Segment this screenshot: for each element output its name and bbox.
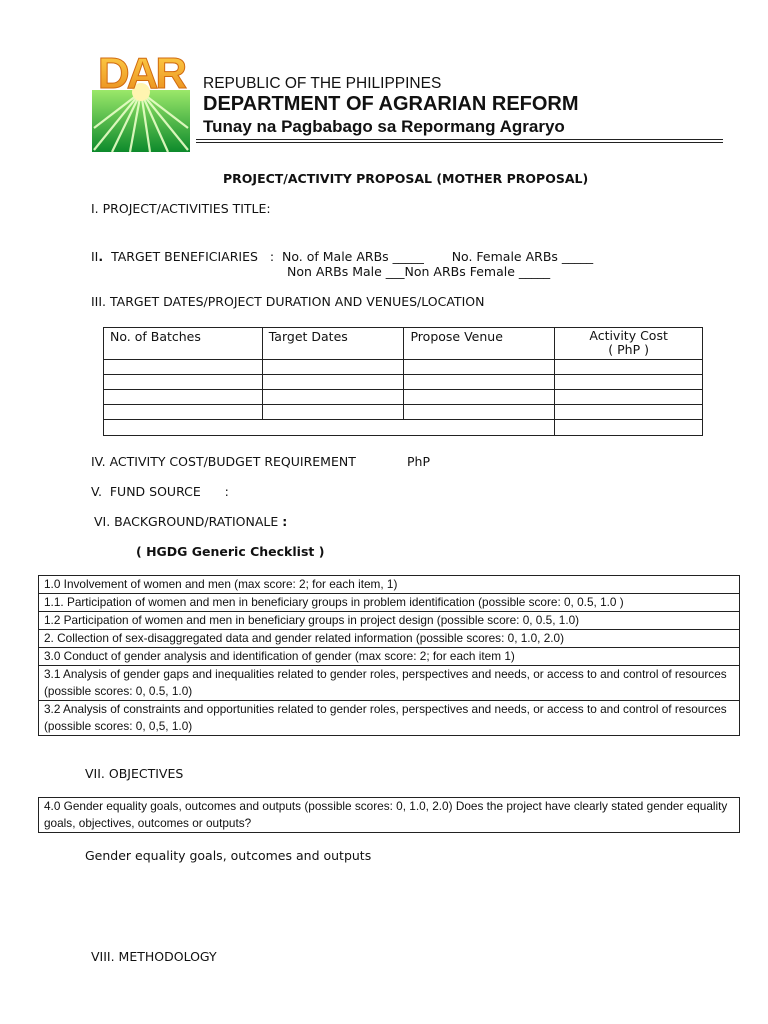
col-activity-cost (555, 328, 703, 360)
table-cell[interactable] (404, 405, 555, 420)
table-row (104, 360, 703, 375)
hgdg-checklist-table (38, 575, 740, 736)
beneficiaries-line-1: TARGET BENEFICIARIES : No. of Male ARBs _____ No. Female ARBs _____ (103, 249, 594, 264)
table-row (39, 648, 740, 666)
table-row (39, 576, 740, 594)
checklist-item: 3.0 Conduct of gender analysis and identification of gender (max score: 2; for each item 1) (39, 648, 740, 666)
section-fund-source: V. FUND SOURCE : (91, 484, 229, 499)
col-venue: Propose Venue (404, 328, 555, 360)
header-rule-bottom (196, 142, 723, 143)
checklist-item: 3.2 Analysis of constraints and opportunities related to gender roles, perspectives and needs, or access to and control of resources (possible scores: 0, 0,5, 1.0) (39, 701, 740, 736)
section-target-beneficiaries (91, 249, 593, 264)
table-total-row (104, 420, 703, 436)
table-cell[interactable] (104, 375, 263, 390)
background-label: VI. BACKGROUND/RATIONALE (94, 514, 283, 529)
section-methodology: VIII. METHODOLOGY (91, 949, 217, 964)
table-row (39, 612, 740, 630)
table-row (39, 666, 740, 701)
activity-cost-php: PhP (407, 454, 430, 469)
table-cell[interactable] (555, 405, 703, 420)
objectives-table (38, 797, 740, 833)
checklist-item: 1.0 Involvement of women and men (max score: 2; for each item, 1) (39, 576, 740, 594)
table-cell[interactable] (262, 390, 404, 405)
checklist-item: 3.1 Analysis of gender gaps and inequalities related to gender roles, perspectives and needs, or access to and control of resources (possible scores: 0, 0.5, 1.0) (39, 666, 740, 701)
table-cell[interactable] (262, 375, 404, 390)
checklist-title: ( HGDG Generic Checklist ) (136, 544, 325, 559)
section-target-dates: III. TARGET DATES/PROJECT DURATION AND VENUES/LOCATION (91, 294, 485, 309)
table-cell[interactable] (104, 360, 263, 375)
logo-letters: DAR (97, 49, 185, 98)
table-cell[interactable] (404, 375, 555, 390)
section-objectives: VII. OBJECTIVES (85, 766, 184, 781)
section-dot: . (98, 249, 104, 264)
table-cell[interactable] (104, 390, 263, 405)
objectives-item: 4.0 Gender equality goals, outcomes and outputs (possible scores: 0, 1.0, 2.0) Does the project have clearly stated gender equality goals, objectives, outcomes or outputs? (39, 798, 740, 833)
table-cell[interactable] (555, 420, 703, 436)
checklist-item: 1.2 Participation of women and men in beneficiary groups in project design (possible score: 0, 0.5, 1.0) (39, 612, 740, 630)
table-cell[interactable] (555, 360, 703, 375)
checklist-item: 2. Collection of sex-disaggregated data and gender related information (possible scores: 0, 1.0, 2.0) (39, 630, 740, 648)
col-activity-cost-label: Activity Cost (589, 328, 668, 343)
table-row (39, 701, 740, 736)
document-title: PROJECT/ACTIVITY PROPOSAL (MOTHER PROPOSAL) (223, 171, 589, 186)
table-cell[interactable] (555, 375, 703, 390)
section-background (94, 514, 287, 529)
header-motto: Tunay na Pagbabago sa Repormang Agraryo (203, 117, 565, 136)
table-cell[interactable] (262, 360, 404, 375)
table-cell[interactable] (104, 420, 555, 436)
gender-goals-label: Gender equality goals, outcomes and outputs (85, 848, 372, 863)
section-number: II (91, 249, 99, 264)
checklist-item: 1.1. Participation of women and men in beneficiary groups in problem identification (possible score: 0, 0.5, 1.0 ) (39, 594, 740, 612)
col-target-dates: Target Dates (262, 328, 404, 360)
col-batches: No. of Batches (104, 328, 263, 360)
table-cell[interactable] (404, 360, 555, 375)
table-row (39, 798, 740, 833)
section-project-title: I. PROJECT/ACTIVITIES TITLE: (91, 201, 271, 216)
table-cell[interactable] (404, 390, 555, 405)
background-colon: : (282, 514, 288, 529)
table-row (39, 594, 740, 612)
dar-logo (90, 46, 192, 154)
schedule-header-row (104, 328, 703, 360)
table-row (39, 630, 740, 648)
beneficiaries-line-2: Non ARBs Male ___Non ARBs Female _____ (287, 264, 551, 279)
table-cell[interactable] (104, 405, 263, 420)
table-cell[interactable] (555, 390, 703, 405)
header-rule-top (196, 139, 723, 140)
schedule-table (103, 327, 703, 436)
header-republic: REPUBLIC OF THE PHILIPPINES (203, 75, 442, 92)
table-row (104, 390, 703, 405)
table-cell[interactable] (262, 405, 404, 420)
col-activity-cost-unit: ( PhP ) (608, 342, 649, 357)
dar-logo-icon (90, 46, 192, 154)
section-activity-cost: IV. ACTIVITY COST/BUDGET REQUIREMENT (91, 454, 356, 469)
header-department: DEPARTMENT OF AGRARIAN REFORM (203, 93, 579, 115)
table-row (104, 375, 703, 390)
table-row (104, 405, 703, 420)
